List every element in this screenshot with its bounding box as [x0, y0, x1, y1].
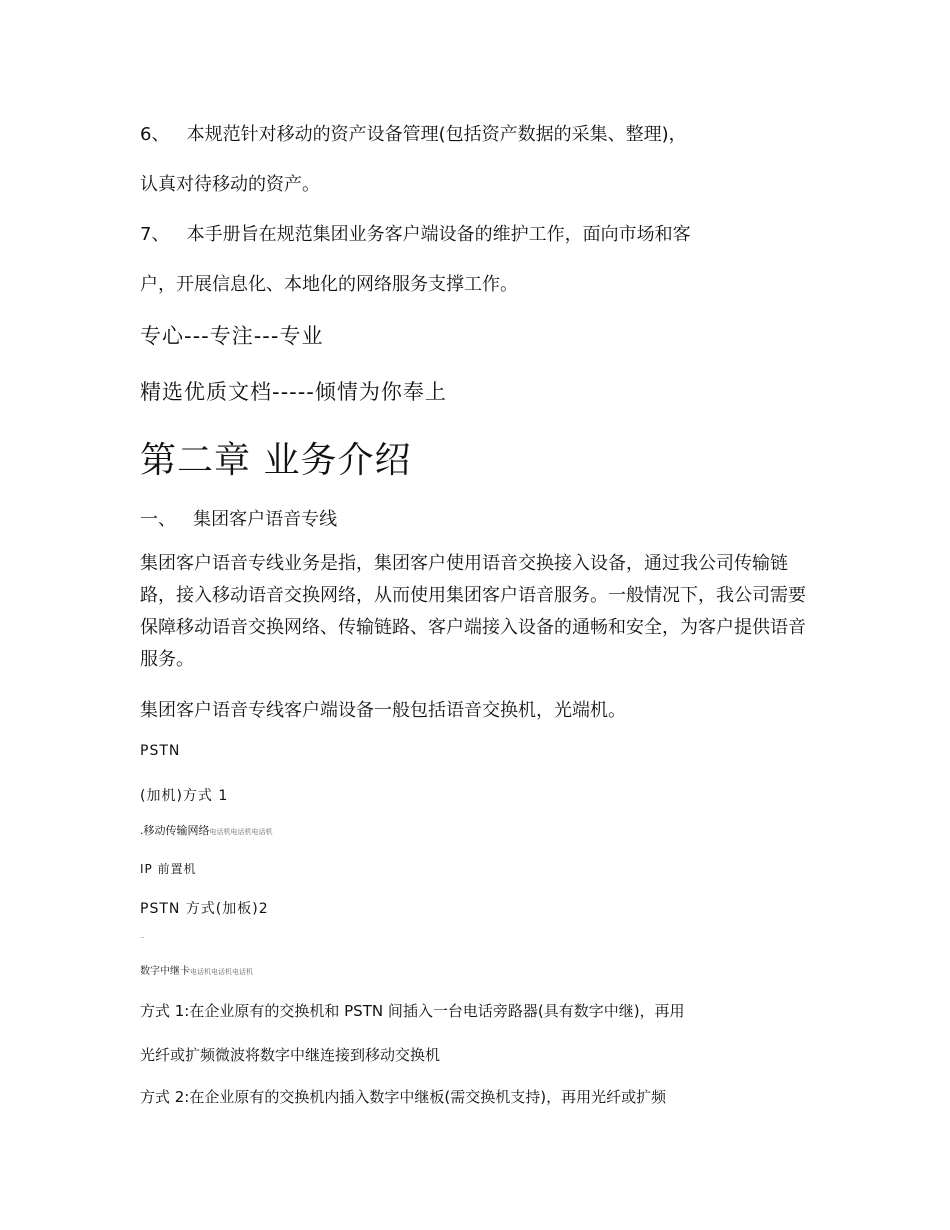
list-text: 本手册旨在规范集团业务客户端设备的维护工作，面向市场和客 [186, 224, 691, 245]
list-item-6-line1 [140, 120, 687, 146]
section-heading [140, 505, 337, 531]
paragraph-equipment: 集团客户语音专线客户端设备一般包括语音交换机，光端机。 [140, 700, 626, 721]
section-number: 一、 [140, 509, 176, 530]
diagram-label-pstn: PSTN [140, 743, 181, 759]
chapter-title: 第二章 业务介绍 [140, 440, 412, 481]
paragraph-description: 集团客户语音专线业务是指，集团客户使用语音交换接入设备，通过我公司传输链路，接入移动语音交换网络，从而使用集团客户语音服务。一般情况下，我公司需要保障移动语音交换网络、传输链路、客户端接入设备的通畅和安全，为客户提供语音服务。 [140, 553, 806, 670]
diagram-label-ip-front: IP 前置机 [140, 862, 197, 876]
method-2-line1: 方式 2:在企业原有的交换机内插入数字中继板(需交换机支持)，再用光纤或扩频 [140, 1088, 667, 1106]
list-number: 6、 [140, 124, 170, 145]
slogan-line-2: 精选优质文档-----倾情为你奉上 [140, 380, 447, 404]
list-text: 本规范针对移动的资产设备管理(包括资产数据的采集、整理)， [186, 124, 687, 145]
list-item-6-line2: 认真对待移动的资产。 [140, 174, 320, 195]
diagram-label-mode2: PSTN 方式(加板)2 [140, 901, 269, 917]
section-title: 集团客户语音专线 [193, 509, 338, 530]
method-1-line1: 方式 1:在企业原有的交换机和 PSTN 间插入一台电话旁路器(具有数字中继)，再用 [140, 1002, 685, 1020]
slogan-line-1: 专心---专注---专业 [140, 324, 324, 348]
diagram-label-digital-trunk: 数字中继卡电话机电话机电话机 [140, 966, 253, 977]
diagram-label-phones: 电话机电话机电话机 [209, 828, 273, 836]
list-number: 7、 [140, 224, 170, 245]
list-item-7-line2: 户，开展信息化、本地化的网络服务支撑工作。 [140, 274, 518, 295]
list-item-7-line1 [140, 220, 691, 246]
diagram-label-mobile-network: .移动传输网络电话机电话机电话机 [140, 824, 273, 837]
method-1-line2: 光纤或扩频微波将数字中继连接到移动交换机 [140, 1046, 441, 1064]
diagram-dots: .. [140, 932, 145, 940]
diagram-label-phones: 电话机电话机电话机 [190, 968, 253, 976]
diagram-label-mode1: (加机)方式 1 [140, 788, 229, 804]
